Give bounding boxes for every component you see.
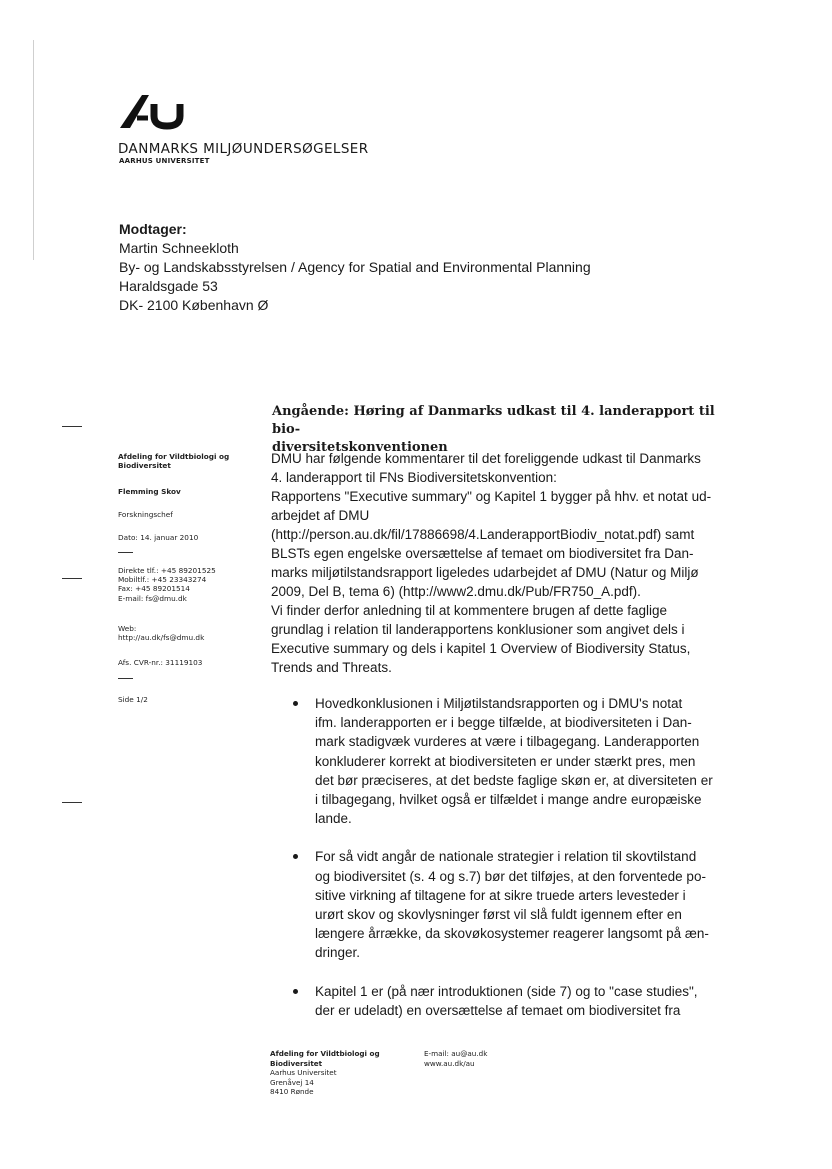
sidebar-divider: [118, 552, 133, 553]
sender-name: Flemming Skov: [118, 487, 181, 496]
body-line: BLSTs egen engelske oversættelse af temaet om biodiversitet fra Dan-: [271, 546, 694, 561]
recipient-line: DK- 2100 København Ø: [119, 297, 269, 313]
list-item: Hovedkonklusionen i Miljøtilstandsrapporten og i DMU's notat ifm. landerapporten er i begge tilfælde, at biodiversiteten i Dan- mark stadigvæk vurderes at være i tilbagegang. Landerapporten konkluderer korrekt at biodiversiteten er under stærkt pres, men det bør præciseres, at det bedste faglige skøn er, at diversiteten er i tilbagegang, hvilket også er tilfældet i mange andre europæiske lande.: [289, 694, 759, 828]
sidebar-divider: [118, 678, 133, 679]
phone-mobile: Mobiltlf.: +45 23343274: [118, 575, 207, 585]
bullet-dot-icon: [293, 989, 298, 994]
sender-contact: [118, 566, 253, 603]
body-line: 2009, Del B, tema 6) (http://www2.dmu.dk/Pub/FR750_A.pdf).: [271, 584, 641, 599]
footer-web: [424, 1049, 487, 1068]
web-url: http://au.dk/fs@dmu.dk: [118, 633, 205, 643]
body-line: arbejdet af DMU: [271, 508, 370, 523]
sender-title: Forskningschef: [118, 510, 173, 519]
list-item: Kapitel 1 er (på nær introduktionen (side 7) og to "case studies", der er udeladt) en oversættelse af temaet om biodiversitet fra: [289, 982, 759, 1020]
list-item: For så vidt angår de nationale strategier i relation til skovtilstand og biodiversitet (s. 4 og s.7) bør det tilføjes, at den forventede po- sitive virkning af tiltagene for at sikre truede arters levesteder i urørt skov og skovlysninger først vil slå fuldt igennem efter en længere årrække, da skovøkosystemer reagerer langsomt på æn- dringer.: [289, 847, 759, 962]
phone-direct: Direkte tlf.: +45 89201525: [118, 566, 216, 575]
fold-mark: [62, 578, 82, 579]
subject-heading: Angående: Høring af Danmarks udkast til 4. landerapport til bio- diversitetskonventionen: [272, 404, 715, 455]
web-label: Web:: [118, 624, 137, 633]
recipient-line: Martin Schneekloth: [119, 240, 239, 256]
bullet-dot-icon: [293, 701, 298, 706]
bullet-list: [289, 694, 759, 1039]
body-line: DMU har følgende kommentarer til det foreliggende udkast til Danmarks: [271, 451, 701, 466]
recipient-line: Haraldsgade 53: [119, 278, 218, 294]
org-name: DANMARKS MILJØUNDERSØGELSER: [118, 141, 369, 157]
body-line: (http://person.au.dk/fil/17886698/4.LanderapportBiodiv_notat.pdf) samt: [271, 527, 695, 542]
body-line: Trends and Threats.: [271, 660, 392, 675]
sender-web: [118, 624, 253, 642]
body-line: Rapportens "Executive summary" og Kapitel 1 bygger på hhv. et notat ud-: [271, 489, 712, 504]
footer-email: E-mail: au@au.dk: [424, 1049, 488, 1058]
department-line: Biodiversitet: [118, 461, 171, 471]
body-line: Vi finder derfor anledning til at kommentere brugen af dette faglige: [271, 603, 667, 618]
letter-body: [271, 449, 741, 677]
recipient-heading: Modtager:: [119, 221, 187, 237]
sender-department: [118, 452, 253, 470]
department-line: Afdeling for Vildtbiologi og: [118, 452, 230, 461]
body-line: Executive summary og dels i kapitel 1 Overview of Biodiversity Status,: [271, 641, 691, 656]
org-subtitle: AARHUS UNIVERSITET: [119, 157, 210, 165]
footer-address: Afdeling for Vildtbiologi og Biodiversitet Aarhus Universitet Grenåvej 14 8410 Rønde: [270, 1049, 380, 1096]
body-line: 4. landerapport til FNs Biodiversitetskonvention:: [271, 470, 557, 485]
scan-artifact-line: [33, 40, 34, 260]
page-number: Side 1/2: [118, 695, 148, 704]
fold-mark: [62, 426, 82, 427]
au-logo: [118, 92, 188, 132]
recipient-line: By- og Landskabsstyrelsen / Agency for Spatial and Environmental Planning: [119, 259, 591, 275]
bullet-dot-icon: [293, 854, 298, 859]
fax: Fax: +45 89201514: [118, 584, 190, 594]
body-line: grundlag i relation til landerapportens konklusioner som angivet dels i: [271, 622, 685, 637]
footer-url: www.au.dk/au: [424, 1058, 475, 1068]
letter-date: Dato: 14. januar 2010: [118, 533, 199, 542]
body-line: marks miljøtilstandsrapport ligeledes udarbejdet af DMU (Natur og Miljø: [271, 565, 699, 580]
recipient-block: [119, 220, 591, 315]
fold-mark: [62, 802, 82, 803]
cvr-number: Afs. CVR-nr.: 31119103: [118, 658, 203, 667]
email: E-mail: fs@dmu.dk: [118, 593, 187, 603]
